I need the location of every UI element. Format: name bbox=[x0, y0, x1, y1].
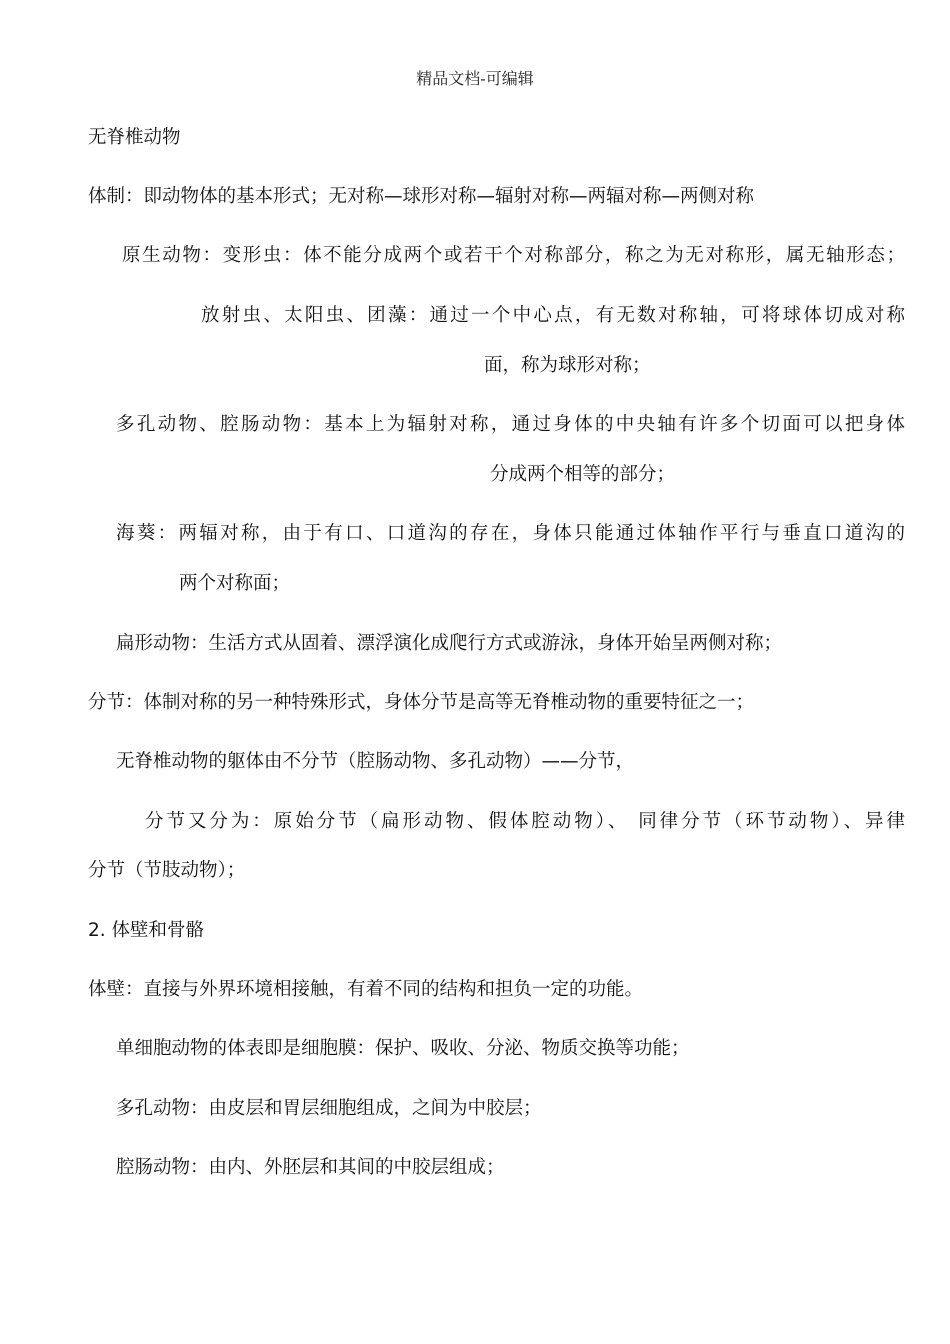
paragraph-line: 腔肠动物：由内、外胚层和其间的中胶层组成； bbox=[116, 1157, 505, 1178]
paragraph-line: 放射虫、太阳虫、团藻：通过一个中心点，有无数对称轴，可将球体切成对称 bbox=[201, 305, 905, 326]
paragraph-line: 扁形动物：生活方式从固着、漂浮演化成爬行方式或游泳，身体开始呈两侧对称； bbox=[116, 633, 783, 654]
paragraph-line: 无脊椎动物的躯体由不分节（腔肠动物、多孔动物）——分节， bbox=[116, 751, 635, 772]
paragraph-line: 分成两个相等的部分； bbox=[490, 464, 676, 485]
paragraph-line: 体制：即动物体的基本形式；无对称—球形对称—辐射对称—两辐对称—两侧对称 bbox=[88, 186, 755, 207]
paragraph-line: 体壁：直接与外界环境相接触，有着不同的结构和担负一定的功能。 bbox=[88, 979, 644, 1000]
paragraph-line: 面，称为球形对称； bbox=[484, 355, 651, 376]
paragraph-line: 海葵：两辐对称，由于有口、口道沟的存在，身体只能通过体轴作平行与垂直口道沟的 bbox=[116, 523, 905, 544]
paragraph-line: 两个对称面； bbox=[179, 573, 291, 594]
paragraph-line: 分节（节肢动物）； bbox=[88, 860, 246, 881]
paragraph-line: 原生动物：变形虫：体不能分成两个或若干个对称部分，称之为无对称形，属无轴形态； bbox=[122, 245, 905, 266]
paragraph-line: 分节又分为：原始分节（扁形动物、假体腔动物）、 同律分节（环节动物）、异律 bbox=[145, 811, 905, 832]
paragraph-line: 单细胞动物的体表即是细胞膜：保护、吸收、分泌、物质交换等功能； bbox=[116, 1038, 690, 1059]
section-title: 无脊椎动物 bbox=[88, 127, 181, 148]
section-heading: 2. 体壁和骨骼 bbox=[88, 920, 205, 941]
page-header: 精品文档-可编辑 bbox=[416, 69, 534, 88]
paragraph-line: 多孔动物、腔肠动物：基本上为辐射对称，通过身体的中央轴有许多个切面可以把身体 bbox=[116, 414, 905, 435]
paragraph-line: 多孔动物：由皮层和胃层细胞组成，之间为中胶层； bbox=[116, 1098, 542, 1119]
paragraph-line: 分节：体制对称的另一种特殊形式，身体分节是高等无脊椎动物的重要特征之一； bbox=[88, 692, 755, 713]
